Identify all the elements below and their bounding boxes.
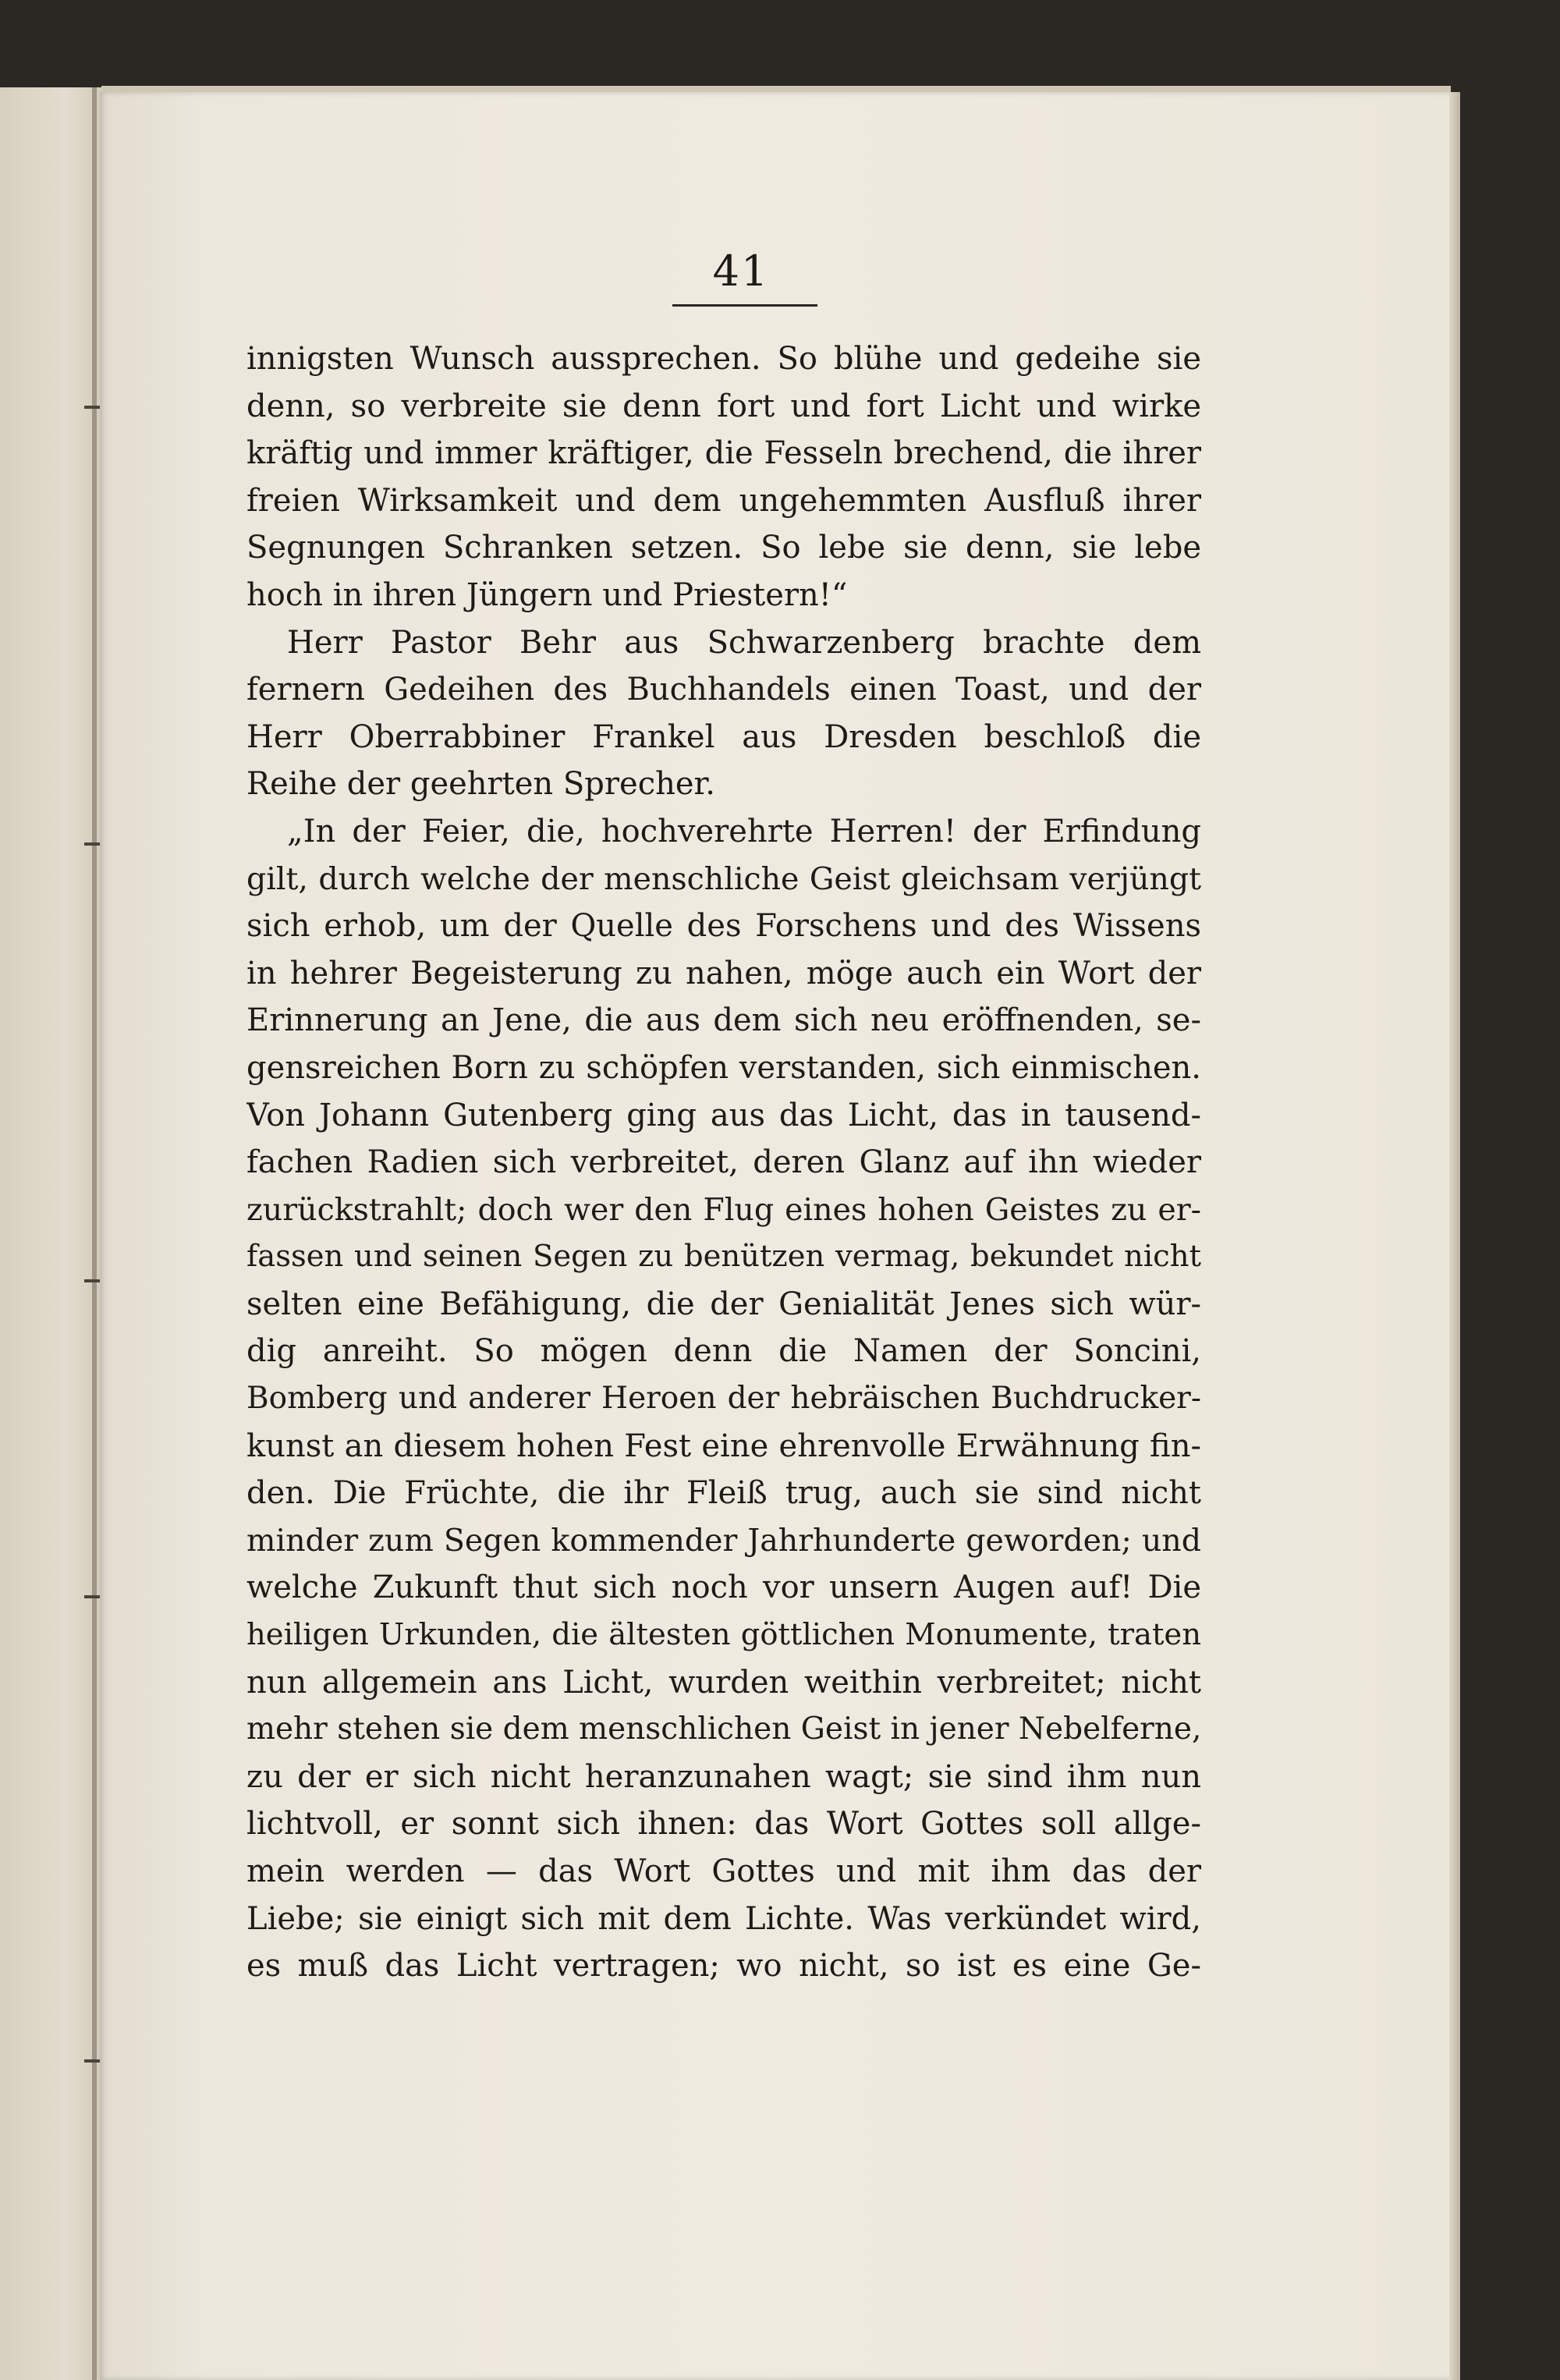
text-line: gensreichen Born zu schöpfen verstanden, sich einmischen. bbox=[246, 1049, 1201, 1086]
text-line: fassen und seinen Segen zu benützen vermag, bekundet nicht bbox=[246, 1239, 1201, 1275]
text-line: dig anreiht. So mögen denn die Namen der Soncini, bbox=[246, 1333, 1201, 1370]
page-number-rule bbox=[672, 304, 817, 307]
text-line: innigsten Wunsch aussprechen. So blühe und gedeihe sie bbox=[246, 341, 1201, 377]
text-line: mein werden — das Wort Gottes und mit ihm das der bbox=[246, 1853, 1201, 1889]
text-line: selten eine Befähigung, die der Genialität Jenes sich wür- bbox=[246, 1286, 1201, 1322]
text-line: Erinnerung an Jene, die aus dem sich neu eröffnenden, se- bbox=[246, 1002, 1201, 1039]
text-line: „In der Feier, die, hochverehrte Herren! der Erfindung bbox=[287, 813, 1201, 849]
text-line: Herr Pastor Behr aus Schwarzenberg brachte dem bbox=[287, 624, 1201, 661]
text-line: Von Johann Gutenberg ging aus das Licht, das in tausend- bbox=[246, 1097, 1201, 1133]
text-line: Liebe; sie einigt sich mit dem Lichte. Was verkündet wird, bbox=[246, 1900, 1201, 1937]
text-line: freien Wirksamkeit und dem ungehemmten Ausfluß ihrer bbox=[246, 482, 1201, 519]
text-line: fachen Radien sich verbreitet, deren Glanz auf ihn wieder bbox=[246, 1144, 1201, 1181]
page-right-edge bbox=[1449, 92, 1460, 2380]
text-line: den. Die Früchte, die ihr Fleiß trug, auch sie sind nicht bbox=[246, 1475, 1201, 1512]
body-text bbox=[246, 335, 1201, 1990]
text-line: Segnungen Schranken setzen. So lebe sie denn, sie lebe bbox=[246, 530, 1201, 566]
text-line: heiligen Urkunden, die ältesten göttlichen Monumente, traten bbox=[246, 1617, 1201, 1653]
text-line: lichtvoll, er sonnt sich ihnen: das Wort Gottes soll allge- bbox=[246, 1806, 1201, 1843]
text-line: es muß das Licht vertragen; wo nicht, so ist es eine Ge- bbox=[246, 1948, 1201, 1985]
text-line: hoch in ihren Jüngern und Priestern!“ bbox=[246, 576, 848, 613]
book-gutter bbox=[92, 87, 97, 2380]
text-line: kunst an diesem hohen Fest eine ehrenvolle Erwähnung fin- bbox=[246, 1428, 1201, 1464]
text-line: Bomberg und anderer Heroen der hebräischen Buchdrucker- bbox=[246, 1381, 1201, 1417]
text-line: kräftig und immer kräftiger, die Fesseln brechend, die ihrer bbox=[246, 435, 1201, 472]
text-line: gilt, durch welche der menschliche Geist gleichsam verjüngt bbox=[246, 860, 1201, 897]
text-line: Reihe der geehrten Sprecher. bbox=[246, 766, 715, 803]
text-line: Herr Oberrabbiner Frankel aus Dresden beschloß die bbox=[246, 718, 1201, 755]
text-line: denn, so verbreite sie denn fort und fort Licht und wirke bbox=[246, 388, 1201, 424]
text-line: minder zum Segen kommender Jahrhunderte geworden; und bbox=[246, 1522, 1201, 1559]
text-line: in hehrer Begeisterung zu nahen, möge auch ein Wort der bbox=[246, 955, 1201, 991]
text-line: welche Zukunft thut sich noch vor unsern Augen auf! Die bbox=[246, 1570, 1201, 1606]
text-line: fernern Gedeihen des Buchhandels einen Toast, und der bbox=[246, 672, 1201, 708]
text-line: zurückstrahlt; doch wer den Flug eines hohen Geistes zu er- bbox=[246, 1191, 1201, 1228]
text-line: sich erhob, um der Quelle des Forschens und des Wissens bbox=[246, 908, 1201, 945]
text-line: mehr stehen sie dem menschlichen Geist in jener Nebelferne, bbox=[246, 1711, 1201, 1747]
text-line: zu der er sich nicht heranzunahen wagt; sie sind ihm nun bbox=[246, 1758, 1201, 1795]
page-number: 41 bbox=[712, 247, 770, 296]
text-line: nun allgemein ans Licht, wurden weithin verbreitet; nicht bbox=[246, 1664, 1201, 1701]
